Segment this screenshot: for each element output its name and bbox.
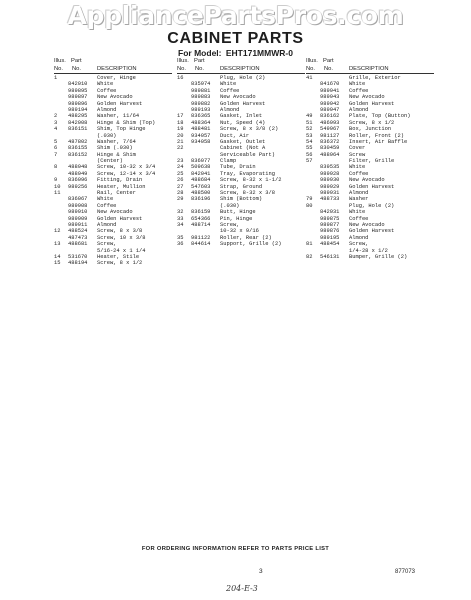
illus-number: 36 <box>177 241 184 248</box>
part-description: Insert, Air Baffle <box>349 138 408 145</box>
part-description: Golden Harvest <box>97 215 143 222</box>
part-description: New Avocado <box>349 94 385 101</box>
part-description: Screw, <box>97 241 117 248</box>
header-no: No. <box>306 66 316 72</box>
parts-rows <box>177 75 305 248</box>
part-number: 836155 <box>68 145 88 152</box>
part-description: White <box>97 196 114 203</box>
part-number: 836162 <box>320 113 340 120</box>
part-number: 989896 <box>68 100 88 107</box>
part-number: 989876 <box>320 228 340 235</box>
part-description: Golden Harvest <box>97 100 143 107</box>
part-description: New Avocado <box>97 209 133 216</box>
illus-number: 81 <box>306 241 313 248</box>
part-number: 842041 <box>191 170 211 177</box>
illus-number: 20 <box>177 132 184 139</box>
illus-number: 23 <box>177 158 184 165</box>
illus-number: 18 <box>177 119 184 126</box>
column-header <box>54 56 172 75</box>
part-description: White <box>220 81 237 88</box>
part-number: 836067 <box>68 196 88 203</box>
part-description: Screw, 8-32 x 1-1/2 <box>220 177 282 184</box>
part-number: 509638 <box>191 164 211 171</box>
illus-number: 11 <box>54 190 61 197</box>
part-description: Shim, Top Hinge <box>97 126 146 133</box>
part-description: Clamp <box>220 158 237 165</box>
part-description: Heater, Stile <box>97 253 140 260</box>
illus-number: 25 <box>177 170 184 177</box>
part-description: Roller, Rear (2) <box>220 234 272 241</box>
part-number: 488964 <box>320 151 340 158</box>
header-rule <box>306 73 434 74</box>
header-part: Part <box>194 58 205 64</box>
watermark-logo: AppliancePartsPros.com <box>67 1 404 30</box>
part-description: (Center) <box>97 158 123 165</box>
part-description: Shim (Bottom) <box>220 196 263 203</box>
illus-number: 27 <box>177 183 184 190</box>
part-description: Rail, Center <box>97 190 136 197</box>
model-prefix: For Model: <box>178 48 222 58</box>
illus-number: 53 <box>306 132 313 139</box>
illus-number: 52 <box>306 126 313 133</box>
part-description: Plate, Top (Button) <box>349 113 411 120</box>
part-number: 989895 <box>68 87 88 94</box>
illus-number: 24 <box>177 164 184 171</box>
part-description: Golden Harvest <box>349 183 395 190</box>
part-description: 10-32 x 9/16 <box>220 228 259 235</box>
part-number: 989882 <box>191 100 211 107</box>
part-number: 488481 <box>191 126 211 133</box>
part-number: 989941 <box>320 87 340 94</box>
part-description: Golden Harvest <box>220 100 266 107</box>
illus-number: 1 <box>54 75 58 81</box>
header-part: Part <box>71 58 82 64</box>
part-description: Strap, Ground <box>220 183 263 190</box>
illus-number: 13 <box>54 241 61 248</box>
part-description: Golden Harvest <box>349 100 395 107</box>
illus-number: 49 <box>306 113 313 120</box>
illus-number: 10 <box>54 183 61 190</box>
part-description: Coffee <box>97 87 117 94</box>
part-number: 836151 <box>68 126 88 133</box>
illus-number: 15 <box>54 260 61 267</box>
parts-column-1 <box>54 56 172 267</box>
part-description: Nut, Speed (4) <box>220 119 266 126</box>
part-description: White <box>97 81 114 88</box>
part-number: 546131 <box>320 253 340 260</box>
part-description: Almond <box>349 106 369 113</box>
part-number: 934058 <box>191 138 211 145</box>
part-number: 842031 <box>320 209 340 216</box>
part-description: White <box>349 81 366 88</box>
part-number: 989910 <box>68 209 88 216</box>
illus-number: 14 <box>54 253 61 260</box>
part-description: Hinge & Shim (Top) <box>97 119 156 126</box>
illus-number: 56 <box>306 151 313 158</box>
header-illus: Illus. <box>54 58 66 64</box>
part-number: 487802 <box>68 138 88 145</box>
illus-number: 34 <box>177 221 184 228</box>
illus-number: 29 <box>177 196 184 203</box>
part-description: Screw, 8-32 x 3/8 <box>220 190 275 197</box>
part-number: 488364 <box>191 119 211 126</box>
part-number: 989897 <box>68 94 88 101</box>
illus-number: 51 <box>306 119 313 126</box>
model-number: EHT171MMWR-0 <box>225 48 293 58</box>
header-no: No. <box>54 66 64 72</box>
part-description: Coffee <box>349 170 369 177</box>
part-description: New Avocado <box>220 94 256 101</box>
part-description: Coffee <box>349 87 369 94</box>
page-number: 3 <box>259 568 263 575</box>
table-row <box>177 241 305 247</box>
part-number: 842008 <box>68 119 88 126</box>
part-number: 981122 <box>191 234 211 241</box>
part-number: 989256 <box>68 183 88 190</box>
part-description: Golden Harvest <box>349 228 395 235</box>
part-number: 487473 <box>68 234 88 241</box>
part-description: 1/4-28 x 1/2 <box>349 247 388 254</box>
illus-number: 5 <box>54 138 58 145</box>
part-number: 989875 <box>320 215 340 222</box>
part-number: 488454 <box>320 241 340 248</box>
part-description: Heater, Mullion <box>97 183 146 190</box>
header-no: No. <box>177 66 187 72</box>
part-number: 989931 <box>320 190 340 197</box>
part-description: Screw, 12-14 x 3/4 <box>97 170 156 177</box>
part-number: 842010 <box>68 81 88 88</box>
illus-number: 80 <box>306 202 313 209</box>
illus-number: 12 <box>54 228 61 235</box>
part-description: Serviceable Part) <box>220 151 275 158</box>
illus-number: 16 <box>177 75 184 81</box>
illus-number: 57 <box>306 158 313 165</box>
part-description: Pin, Hinge <box>220 215 253 222</box>
part-description: Coffee <box>220 87 240 94</box>
illus-number: 9 <box>54 177 58 184</box>
illus-number: 17 <box>177 113 184 120</box>
part-description: Almond <box>97 221 117 228</box>
part-number: 989193 <box>191 106 211 113</box>
part-number: 488681 <box>68 241 88 248</box>
document-code: 877073 <box>395 569 416 575</box>
part-description: Box, Junction <box>349 126 392 133</box>
part-number: 836077 <box>191 158 211 165</box>
part-number: 989908 <box>68 202 88 209</box>
part-description: Cover, Hinge <box>97 75 136 81</box>
parts-rows <box>54 75 172 267</box>
illus-number: 22 <box>177 145 184 152</box>
part-description: Almond <box>349 234 369 241</box>
part-number: 836372 <box>320 138 340 145</box>
illus-number: 82 <box>306 253 313 260</box>
part-number: 989942 <box>320 100 340 107</box>
header-rule <box>177 73 305 74</box>
part-description: Screw, <box>349 241 369 248</box>
part-number: 488684 <box>191 177 211 184</box>
illus-number: 21 <box>177 138 184 145</box>
part-description: Gasket, Outlet <box>220 138 266 145</box>
part-number: 488949 <box>68 170 88 177</box>
column-header <box>177 56 305 75</box>
part-description: Almond <box>220 106 240 113</box>
part-number: 547603 <box>191 183 211 190</box>
header-part-no: No. <box>324 66 334 72</box>
illus-number: 6 <box>54 145 58 152</box>
part-description: Almond <box>97 106 117 113</box>
part-description: Tray, Evaporating <box>220 170 275 177</box>
illus-number: 4 <box>54 126 58 133</box>
part-number: 989947 <box>320 106 340 113</box>
column-header <box>306 56 434 75</box>
part-number: 836196 <box>191 196 211 203</box>
part-description: Screw, <box>220 221 240 228</box>
part-number: 488524 <box>68 228 88 235</box>
part-description: Plug, Hole (2) <box>220 75 266 81</box>
part-description: Coffee <box>97 202 117 209</box>
illus-number: 7 <box>54 151 58 158</box>
part-number: 488194 <box>68 260 88 267</box>
illus-number: 8 <box>54 164 58 171</box>
part-number: 654366 <box>191 215 211 222</box>
part-number: 835974 <box>191 81 211 88</box>
part-description: Coffee <box>349 215 369 222</box>
illus-number: 41 <box>306 75 313 81</box>
part-description: White <box>349 164 366 171</box>
illus-number: 54 <box>306 138 313 145</box>
part-number: 488714 <box>191 221 211 228</box>
illus-number: 32 <box>177 209 184 216</box>
part-number: 488948 <box>68 164 88 171</box>
part-description: New Avocado <box>349 177 385 184</box>
part-number: 989943 <box>320 94 340 101</box>
part-number: 989883 <box>191 94 211 101</box>
part-number: 989877 <box>320 221 340 228</box>
part-description: Screw, 10 x 3/8 <box>97 234 146 241</box>
part-description: Screw, 8 x 3/8 (2) <box>220 126 279 133</box>
header-description: DESCRIPTION <box>220 66 260 72</box>
part-number: 841670 <box>320 81 340 88</box>
part-number: 531670 <box>68 253 88 260</box>
part-description: Cover <box>349 145 366 152</box>
part-description: 5/16-24 x 1 1/4 <box>97 247 146 254</box>
part-number: 836096 <box>68 177 88 184</box>
part-number: 844614 <box>191 241 211 248</box>
illus-number: 19 <box>177 126 184 133</box>
part-description: Screw <box>349 151 366 158</box>
part-description: (.030) <box>97 132 117 139</box>
part-description: Screw, 10-32 x 3/4 <box>97 164 156 171</box>
part-number: 989930 <box>320 177 340 184</box>
page-title: CABINET PARTS <box>167 30 304 47</box>
part-number: 486993 <box>320 119 340 126</box>
header-description: DESCRIPTION <box>97 66 137 72</box>
part-description: Cabinet (Not A <box>220 145 266 152</box>
handwritten-note: 204-E-3 <box>226 584 258 593</box>
header-description: DESCRIPTION <box>349 66 389 72</box>
table-row <box>54 260 172 266</box>
part-description: Almond <box>349 190 369 197</box>
part-description: Filter, Grille <box>349 158 395 165</box>
part-number: 934057 <box>191 132 211 139</box>
part-description: Grille, Exterior <box>349 75 401 81</box>
table-row <box>306 254 434 260</box>
part-number: 836152 <box>68 151 88 158</box>
part-number: 488733 <box>320 196 340 203</box>
part-description: (.030) <box>220 202 240 209</box>
illus-number: 2 <box>54 113 58 120</box>
part-number: 989928 <box>320 170 340 177</box>
part-description: Shim (.030) <box>97 145 133 152</box>
header-part-no: No. <box>72 66 82 72</box>
part-number: 488295 <box>68 113 88 120</box>
part-description: New Avocado <box>349 221 385 228</box>
part-description: Roller, Front (2) <box>349 132 404 139</box>
part-description: White <box>349 209 366 216</box>
parts-column-3 <box>306 56 434 260</box>
parts-rows <box>306 75 434 260</box>
illus-number: 55 <box>306 145 313 152</box>
part-description: Hinge & Shim <box>97 151 136 158</box>
part-description: Washer, 7/64 <box>97 138 136 145</box>
illus-number: 79 <box>306 196 313 203</box>
header-part-no: No. <box>195 66 205 72</box>
part-description: New Avocado <box>97 94 133 101</box>
part-description: Washer, 11/64 <box>97 113 140 120</box>
header-rule <box>54 73 172 74</box>
header-illus: Illus. <box>306 58 318 64</box>
part-number: 836365 <box>191 113 211 120</box>
part-description: Screw, 8 x 1/2 <box>349 119 395 126</box>
part-description: Bumper, Grille (2) <box>349 253 408 260</box>
part-number: 836159 <box>191 209 211 216</box>
illus-number: 26 <box>177 177 184 184</box>
part-description: Screw, 8 x 3/8 <box>97 228 143 235</box>
illus-number: 28 <box>177 190 184 197</box>
part-number: 839535 <box>320 164 340 171</box>
part-number: 981127 <box>320 132 340 139</box>
part-number: 989881 <box>191 87 211 94</box>
part-description: Duct, Air <box>220 132 250 139</box>
header-illus: Illus. <box>177 58 189 64</box>
part-description: Tube, Drain <box>220 164 256 171</box>
part-number: 989911 <box>68 221 88 228</box>
part-description: Support, Grille (2) <box>220 241 282 248</box>
parts-column-2 <box>177 56 305 248</box>
part-number: 989909 <box>68 215 88 222</box>
illus-number: 33 <box>177 215 184 222</box>
part-description: Fitting, Drain <box>97 177 143 184</box>
part-description: Butt, Hinge <box>220 209 256 216</box>
part-description: Washer <box>349 196 369 203</box>
part-number: 488500 <box>191 190 211 197</box>
part-number: 989194 <box>68 106 88 113</box>
part-description: Plug, Hole (2) <box>349 202 395 209</box>
part-number: 989929 <box>320 183 340 190</box>
ordering-note: FOR ORDERING INFORMATION REFER TO PARTS PRICE LIST <box>141 546 330 552</box>
part-number: 989195 <box>320 234 340 241</box>
header-part: Part <box>323 58 334 64</box>
illus-number: 35 <box>177 234 184 241</box>
part-description: Screw, 8 x 1/2 <box>97 260 143 267</box>
part-description: Gasket, Inlet <box>220 113 263 120</box>
part-number: 830459 <box>320 145 340 152</box>
illus-number: 3 <box>54 119 58 126</box>
part-number: 549967 <box>320 126 340 133</box>
